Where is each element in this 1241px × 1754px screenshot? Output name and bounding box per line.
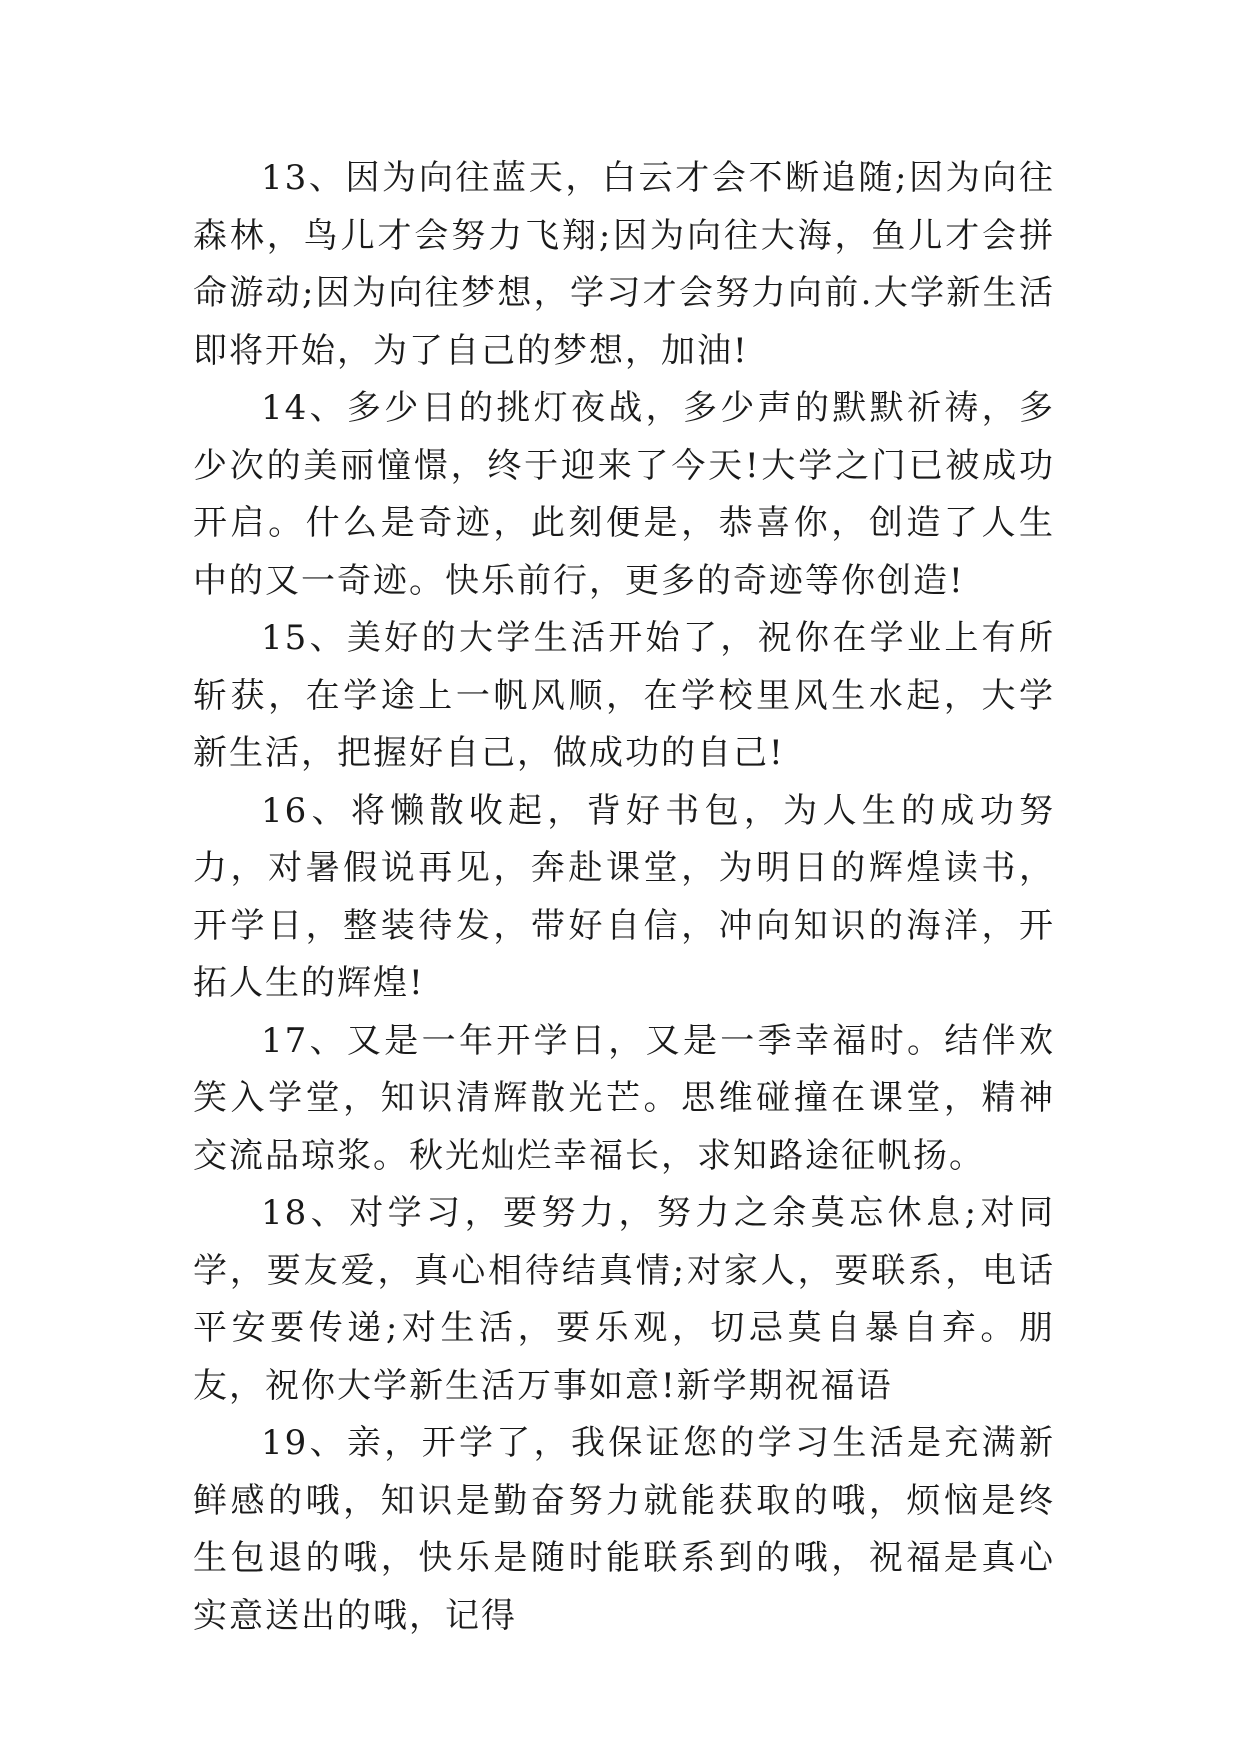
document-body <box>193 150 1055 1645</box>
paragraph-19: 19、亲，开学了，我保证您的学习生活是充满新鲜感的哦，知识是勤奋努力就能获取的哦，烦恼是终生包退的哦，快乐是随时能联系到的哦，祝福是真心实意送出的哦，记得 <box>193 1423 1055 1636</box>
paragraph-14: 14、多少日的挑灯夜战，多少声的默默祈祷，多少次的美丽憧憬，终于迎来了今天!大学之门已被成功开启。什么是奇迹，此刻便是，恭喜你，创造了人生中的又一奇迹。快乐前行，更多的奇迹等你创造! <box>193 388 1055 601</box>
paragraph-13: 13、因为向往蓝天，白云才会不断追随;因为向往森林，鸟儿才会努力飞翔;因为向往大海，鱼儿才会拼命游动;因为向往梦想，学习才会努力向前.大学新生活即将开始，为了自己的梦想，加油! <box>193 158 1055 371</box>
paragraph-16: 16、将懒散收起，背好书包，为人生的成功努力，对暑假说再见，奔赴课堂，为明日的辉煌读书，开学日，整装待发，带好自信，冲向知识的海洋，开拓人生的辉煌! <box>193 790 1055 1003</box>
paragraph-18: 18、对学习，要努力，努力之余莫忘休息;对同学，要友爱，真心相待结真情;对家人，要联系，电话平安要传递;对生活，要乐观，切忌莫自暴自弃。朋友，祝你大学新生活万事如意!新学期祝福语 <box>193 1193 1055 1406</box>
paragraph-15: 15、美好的大学生活开始了，祝你在学业上有所斩获，在学途上一帆风顺，在学校里风生水起，大学新生活，把握好自己，做成功的自己! <box>193 618 1055 773</box>
paragraph-17: 17、又是一年开学日，又是一季幸福时。结伴欢笑入学堂，知识清辉散光芒。思维碰撞在课堂，精神交流品琼浆。秋光灿烂幸福长，求知路途征帆扬。 <box>193 1020 1055 1176</box>
